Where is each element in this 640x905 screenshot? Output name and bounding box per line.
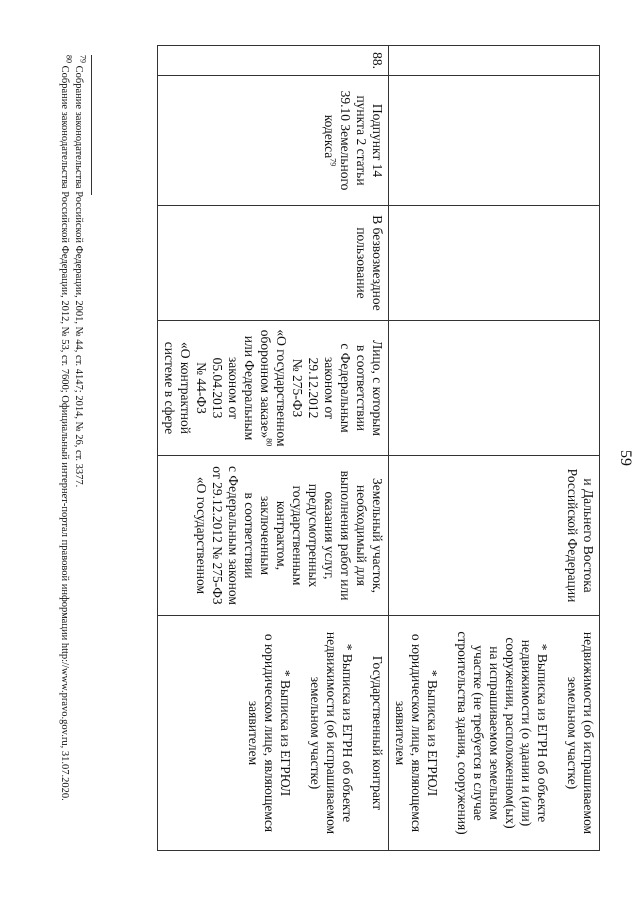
footnotes	[57, 55, 92, 875]
cont-doc-item-egrul: * Выписка из ЕГРЮЛ о юридическом лице, являющемся заявителем	[393, 633, 440, 833]
doc-item-egrn: * Выписка из ЕГРН об объекте недвижимости (об испрашиваемом земельном участке)	[308, 631, 355, 835]
cont-col-applicant	[389, 321, 600, 456]
row-number: 88.	[158, 46, 389, 76]
footnote-80: $^{80}$ Собрание законодательства Российской Федерации, 2012, № 53, ст. 7600; Официальный интернет-портал правовой информации http://www.pravo.gov.ru, 31.07.2020.	[59, 55, 74, 801]
footnote-ref-79: 79	[328, 158, 338, 167]
footnote-79: $^{79}$ Собрание законодательства Российской Федерации, 2001, № 44, ст. 4147; 2014, № 26, ст. 3377.	[73, 55, 88, 488]
legal-basis-cell: Подпункт 14 пункта 2 статьи 39.10 Земельного кодекса$^{79}$	[158, 76, 389, 206]
cont-purpose-text: и Дальнего Востока Российской Федерации	[565, 468, 596, 603]
documents-cell	[158, 616, 389, 851]
cont-col-number	[389, 46, 600, 76]
cont-col-documents	[389, 616, 600, 851]
land-rights-table	[157, 45, 600, 851]
cont-col-purpose	[389, 456, 600, 616]
right-type-cell: В безвозмездное пользование	[158, 206, 389, 321]
doc-item-egrul: * Выписка из ЕГРЮЛ о юридическом лице, являющемся заявителем	[246, 633, 293, 833]
cont-col-right	[389, 206, 600, 321]
cont-col-basis	[389, 76, 600, 206]
page-number: 59	[617, 450, 634, 466]
cont-doc-main: недвижимости (об испрашиваемом земельном участке)	[565, 631, 596, 835]
cont-doc-item-egrn: * Выписка из ЕГРН об объекте недвижимости (о здании и (или) сооружении, расположенном(ых) на испрашиваемом земельном участке (не требуется в случае строительства здания, сооружения)	[455, 631, 550, 835]
footnote-ref-80: 80	[264, 438, 274, 447]
applicant-cell: Лицо, с которым в соответствии с Федеральным законом от 29.12.2012 № 275-ФЗ «О государственном оборонном заказе»$^{80}$ или Федеральным законом от 05.04.2013 № 44-ФЗ «О контрактной системе в сфере	[158, 321, 389, 456]
doc-state-contract: Государственный контракт	[370, 655, 385, 811]
table-row-88	[158, 46, 389, 851]
continuation-row	[389, 46, 600, 851]
footnote-separator	[91, 55, 92, 195]
purpose-cell: Земельный участок, необходимый для выполнения работ или оказания услуг, предусмотренных государственным контрактом, заключенным в соответствии с Федеральным законом от 29.12.2012 № 275-ФЗ «О государственном	[158, 456, 389, 616]
